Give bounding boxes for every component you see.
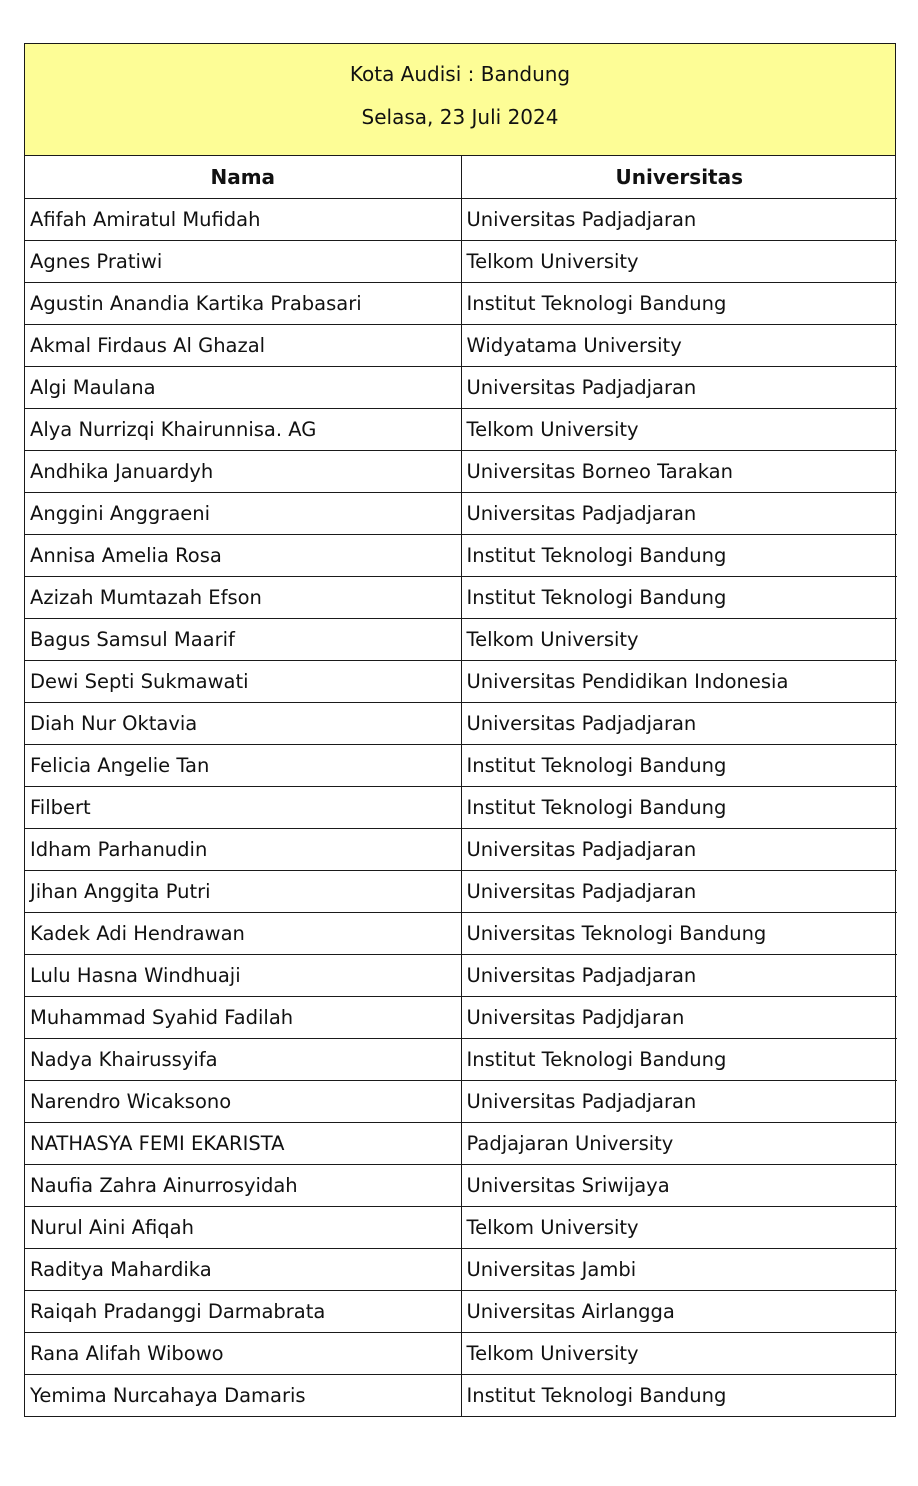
audition-sheet [24,43,896,1417]
table-row [25,1038,897,1080]
participant-university: Padjajaran University [461,1122,897,1164]
participant-name: Nadya Khairussyifa [25,1038,461,1080]
participant-name: Muhammad Syahid Fadilah [25,996,461,1038]
participant-university: Universitas Padjdjaran [461,996,897,1038]
participant-university: Institut Teknologi Bandung [461,534,897,576]
participant-university: Telkom University [461,408,897,450]
participant-university: Telkom University [461,1206,897,1248]
header-banner [25,44,895,156]
table-row [25,366,897,408]
participant-university: Universitas Sriwijaya [461,1164,897,1206]
participant-university: Universitas Padjadjaran [461,702,897,744]
participant-name: Naufia Zahra Ainurrosyidah [25,1164,461,1206]
table-row [25,744,897,786]
table-row [25,1290,897,1332]
table-row [25,534,897,576]
table-row [25,408,897,450]
table-row [25,618,897,660]
participant-name: Andhika Januardyh [25,450,461,492]
participant-university: Universitas Padjadjaran [461,1080,897,1122]
participant-name: Agnes Pratiwi [25,240,461,282]
participant-name: Nurul Aini Afiqah [25,1206,461,1248]
participant-name: Azizah Mumtazah Efson [25,576,461,618]
table-row [25,282,897,324]
table-row [25,576,897,618]
table-row [25,1248,897,1290]
participant-university: Institut Teknologi Bandung [461,282,897,324]
table-row [25,828,897,870]
participant-name: Idham Parhanudin [25,828,461,870]
participant-name: NATHASYA FEMI EKARISTA [25,1122,461,1164]
table-row [25,996,897,1038]
participant-university: Universitas Padjadjaran [461,954,897,996]
participant-name: Akmal Firdaus Al Ghazal [25,324,461,366]
table-row [25,660,897,702]
participant-university: Universitas Padjadjaran [461,492,897,534]
participant-name: Diah Nur Oktavia [25,702,461,744]
table-header-row [25,156,897,198]
participant-university: Telkom University [461,1332,897,1374]
participant-university: Universitas Pendidikan Indonesia [461,660,897,702]
participant-name: Lulu Hasna Windhuaji [25,954,461,996]
participant-name: Filbert [25,786,461,828]
participant-university: Institut Teknologi Bandung [461,744,897,786]
participant-name: Felicia Angelie Tan [25,744,461,786]
participant-university: Universitas Teknologi Bandung [461,912,897,954]
participant-university: Universitas Airlangga [461,1290,897,1332]
participant-university: Institut Teknologi Bandung [461,576,897,618]
table-row [25,702,897,744]
participant-table [25,156,897,1416]
table-row [25,912,897,954]
participant-name: Anggini Anggraeni [25,492,461,534]
participant-university: Institut Teknologi Bandung [461,786,897,828]
table-row [25,954,897,996]
participant-university: Institut Teknologi Bandung [466,1383,727,1407]
participant-name: Kadek Adi Hendrawan [25,912,461,954]
participant-university: Telkom University [461,240,897,282]
column-header-nama: Nama [25,156,461,198]
table-row [25,786,897,828]
participant-name: Raditya Mahardika [25,1248,461,1290]
table-row [25,1206,897,1248]
table-row [25,240,897,282]
table-row [25,324,897,366]
table-row [25,492,897,534]
participant-name: Dewi Septi Sukmawati [25,660,461,702]
table-row [25,1080,897,1122]
participant-university: Telkom University [461,618,897,660]
participant-name: Raiqah Pradanggi Darmabrata [25,1290,461,1332]
participant-name: Bagus Samsul Maarif [25,618,461,660]
participant-name: Algi Maulana [25,366,461,408]
participant-name: Agustin Anandia Kartika Prabasari [25,282,461,324]
table-row [25,198,897,240]
participant-name: Jihan Anggita Putri [25,870,461,912]
participant-university: Universitas Padjadjaran [461,366,897,408]
participant-name: Alya Nurrizqi Khairunnisa. AG [25,408,461,450]
table-row [25,1332,897,1374]
participant-university: Universitas Padjadjaran [461,870,897,912]
table-row [25,870,897,912]
participant-university: Universitas Padjadjaran [461,198,897,240]
participant-name: Rana Alifah Wibowo [25,1332,461,1374]
table-row [25,1374,897,1416]
participant-name: Yemima Nurcahaya Damaris [25,1374,461,1416]
table-body [25,198,897,1416]
column-header-universitas: Universitas [461,156,897,198]
participant-university: Widyatama University [461,324,897,366]
participant-university: Universitas Borneo Tarakan [461,450,897,492]
audition-city: Kota Audisi : Bandung [349,62,571,86]
participant-name: Narendro Wicaksono [25,1080,461,1122]
table-row [25,1164,897,1206]
participant-university: Universitas Jambi [461,1248,897,1290]
participant-university: Institut Teknologi Bandung [461,1038,897,1080]
participant-name: Annisa Amelia Rosa [25,534,461,576]
table-row [25,450,897,492]
table-row [25,1122,897,1164]
audition-date: Selasa, 23 Juli 2024 [361,105,559,129]
participant-name: Afifah Amiratul Mufidah [25,198,461,240]
participant-university: Universitas Padjadjaran [461,828,897,870]
